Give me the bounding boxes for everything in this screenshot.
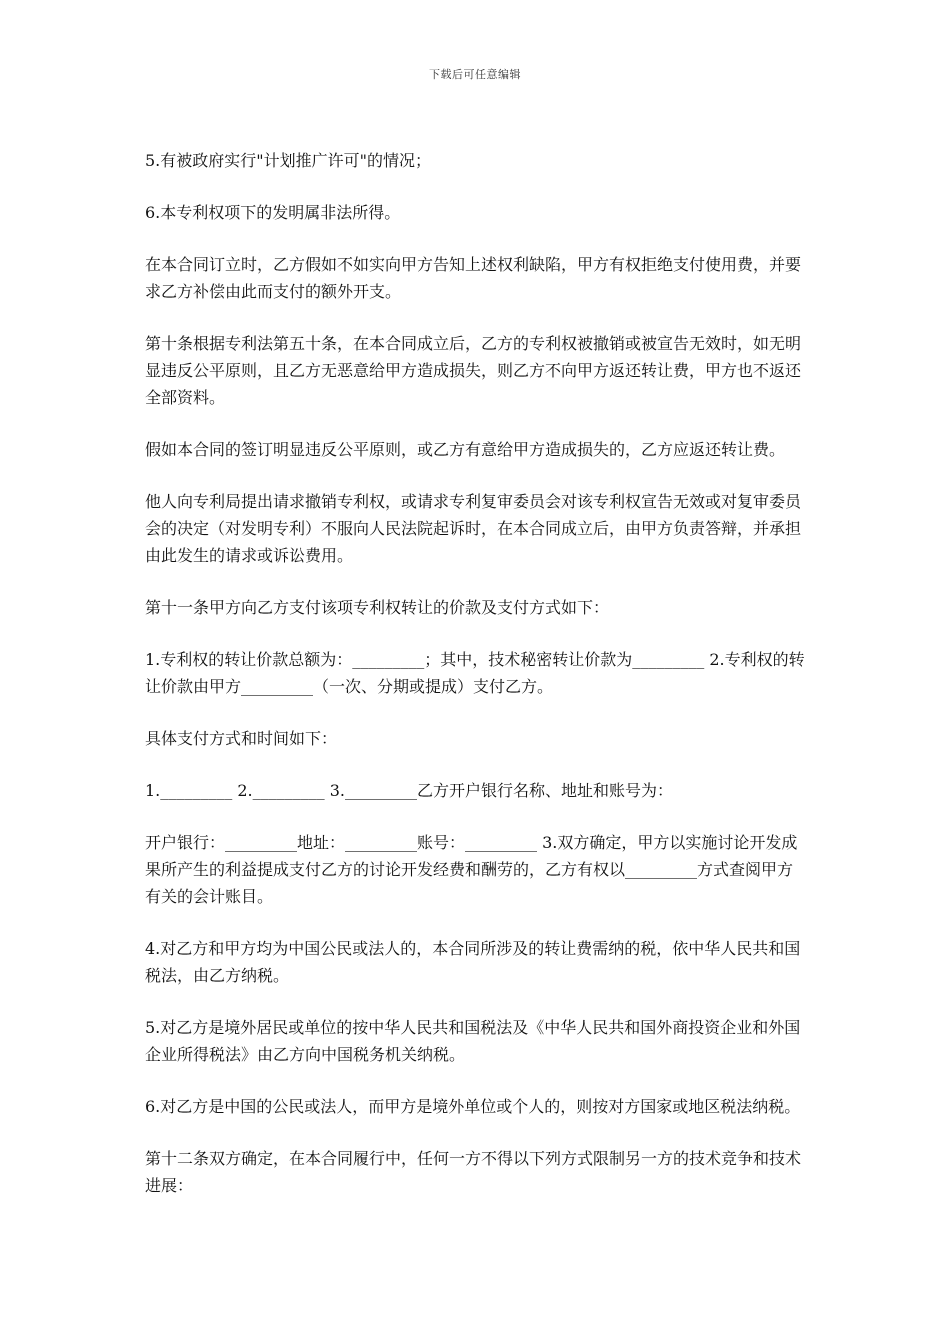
paragraph-price: 1.专利权的转让价款总额为：_________；其中，技术秘密转让价款为_________ 2.专利权的转让价款由甲方_________（一次、分期或提成）支付乙方。	[145, 650, 805, 696]
paragraph-article-12: 第十二条双方确定，在本合同履行中，任何一方不得以下列方式限制另一方的技术竞争和技术进展：	[145, 1149, 802, 1195]
paragraph-refund: 假如本合同的签订明显违反公平原则，或乙方有意给甲方造成损失的，乙方应返还转让费。	[145, 440, 786, 459]
paragraph-tax-foreign-recipient: 5.对乙方是境外居民或单位的按中华人民共和国税法及《中华人民共和国外商投资企业和外国企业所得税法》由乙方向中国税务机关纳税。	[145, 1018, 801, 1064]
paragraph-tax-domestic: 4.对乙方和甲方均为中国公民或法人的，本合同所涉及的转让费需纳的税，依中华人民共和国税法，由乙方纳税。	[145, 939, 801, 985]
paragraph-payment-schedule: 1._________ 2._________ 3._________乙方开户银行名称、地址和账号为：	[145, 781, 673, 800]
paragraph-item-5: 5.有被政府实行"计划推广许可"的情况；	[145, 151, 431, 170]
paragraph-bank-account: 开户银行：_________地址：_________账号：_________ 3.双方确定，甲方以实施讨论开发成果所产生的利益提成支付乙方的讨论开发经费和酬劳的，乙方有权以_________方式查阅甲方有关的会计账目。	[145, 833, 798, 906]
paragraph-tax-foreign-payer: 6.对乙方是中国的公民或法人，而甲方是境外单位或个人的，则按对方国家或地区税法纳税。	[145, 1097, 801, 1116]
paragraph-payment-heading: 具体支付方式和时间如下：	[145, 729, 338, 748]
document-body	[145, 147, 805, 1224]
paragraph-item-6: 6.本专利权项下的发明属非法所得。	[145, 203, 401, 222]
paragraph-article-11: 第十一条甲方向乙方支付该项专利权转让的价款及支付方式如下：	[145, 598, 610, 617]
page-header: 下载后可任意编辑	[429, 68, 521, 81]
paragraph-article-10: 第十条根据专利法第五十条，在本合同成立后，乙方的专利权被撤销或被宣告无效时，如无明显违反公平原则，且乙方无恶意给甲方造成损失，则乙方不向甲方返还转让费，甲方也不返还全部资料。	[145, 334, 802, 407]
paragraph-compensation: 在本合同订立时，乙方假如不如实向甲方告知上述权利缺陷，甲方有权拒绝支付使用费，并要求乙方补偿由此而支付的额外开支。	[145, 255, 802, 301]
paragraph-invalidation: 他人向专利局提出请求撤销专利权，或请求专利复审委员会对该专利权宣告无效或对复审委员会的决定（对发明专利）不服向人民法院起诉时，在本合同成立后，由甲方负责答辩，并承担由此发生的请求或诉讼费用。	[145, 492, 802, 565]
